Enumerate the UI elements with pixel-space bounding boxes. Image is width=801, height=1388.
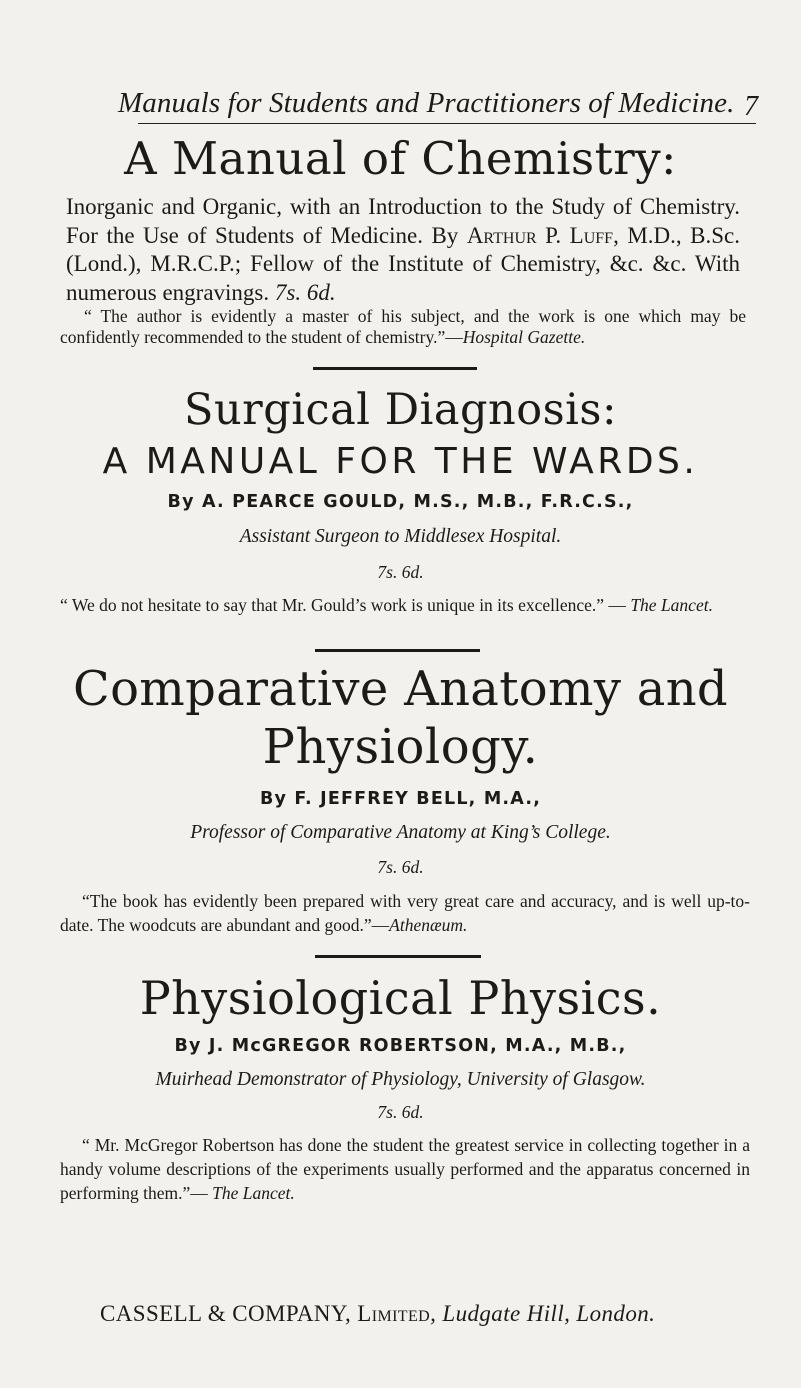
chemistry-title: A Manual of Chemistry: xyxy=(124,132,677,185)
anatomy-price-d: 6d. xyxy=(401,857,424,877)
anatomy-byline: By F. JEFFREY BELL, M.A., xyxy=(259,789,542,809)
surgical-title: Surgical Diagnosis: xyxy=(184,385,617,435)
anatomy-title-line1: Comparative Anatomy and xyxy=(73,661,728,717)
anatomy-review xyxy=(60,889,750,937)
chemistry-review-source: Hospital Gazette. xyxy=(462,327,586,347)
surgical-price-s: 7s. xyxy=(377,562,398,582)
chemistry-review-text: “ The author is evidently a master of his subject, and the work is one which may be confidently recommended to the student of chemistry.”— xyxy=(60,306,746,347)
anatomy-price-s: 7s. xyxy=(377,857,398,877)
section-divider xyxy=(313,367,477,370)
physics-byline: By J. McGREGOR ROBERTSON, M.A., M.B., xyxy=(174,1036,627,1056)
anatomy-title-line2: Physiology. xyxy=(262,719,539,775)
chemistry-review xyxy=(60,306,746,348)
physics-price-s: 7s. xyxy=(377,1102,398,1122)
publisher-address: , Ludgate Hill, London. xyxy=(430,1301,656,1326)
publisher-limited: Limited xyxy=(357,1301,431,1326)
surgical-price-d: 6d. xyxy=(401,562,424,582)
anatomy-position: Professor of Comparative Anatomy at King’s College. xyxy=(190,822,611,843)
publisher-name: CASSELL & COMPANY, xyxy=(100,1301,358,1326)
anatomy-price xyxy=(0,855,801,879)
section-divider xyxy=(315,649,480,652)
anatomy-review-text: “The book has evidently been prepared with very great care and accuracy, and is well up-to-date. The woodcuts are abundant and good.”— xyxy=(60,891,750,935)
physics-price-d: 6d. xyxy=(401,1102,424,1122)
surgical-byline: By A. PEARCE GOULD, M.S., M.B., F.R.C.S., xyxy=(167,492,634,512)
surgical-subtitle: A MANUAL FOR THE WARDS. xyxy=(102,441,699,482)
anatomy-review-source: Athenæum. xyxy=(389,915,468,935)
chemistry-author: Arthur P. Luff xyxy=(466,222,614,248)
chemistry-description-lead: Inorganic and Organic, with an Introduction to the Study of Chemistry. For the Use of Students of Medicine. By xyxy=(66,194,740,248)
surgical-review xyxy=(60,594,750,617)
section-divider xyxy=(315,955,481,958)
surgical-position: Assistant Surgeon to Middlesex Hospital. xyxy=(239,526,562,547)
surgical-review-source: The Lancet. xyxy=(630,595,713,615)
physics-price xyxy=(0,1100,801,1124)
surgical-review-text: “ We do not hesitate to say that Mr. Gould’s work is unique in its excellence.” — xyxy=(60,595,631,615)
chemistry-description xyxy=(66,193,740,307)
page-number: 7 xyxy=(744,91,758,122)
physics-title: Physiological Physics. xyxy=(139,971,662,1025)
running-head xyxy=(118,86,758,126)
chemistry-price-s: 7s. xyxy=(274,279,302,305)
physics-review xyxy=(60,1133,750,1205)
physics-review-source: The Lancet. xyxy=(212,1183,295,1203)
publisher-imprint xyxy=(100,1301,740,1327)
physics-review-text: “ Mr. McGregor Robertson has done the student the greatest service in collecting together in a handy volume descriptions of the experiments usually performed and the apparatus concerned in performing them.”— xyxy=(60,1135,750,1203)
chemistry-description-tail: , M.D., B.Sc. (Lond.), M.R.C.P.; Fellow of the Institute of Chemistry, &c. &c. With numerous engravings. xyxy=(66,222,740,305)
running-head-rule xyxy=(138,123,756,124)
physics-position: Muirhead Demonstrator of Physiology, University of Glasgow. xyxy=(155,1069,646,1090)
surgical-price xyxy=(0,560,801,584)
chemistry-price-d: 6d. xyxy=(306,279,336,305)
running-head-title: Manuals for Students and Practitioners of Medicine. xyxy=(118,87,735,119)
